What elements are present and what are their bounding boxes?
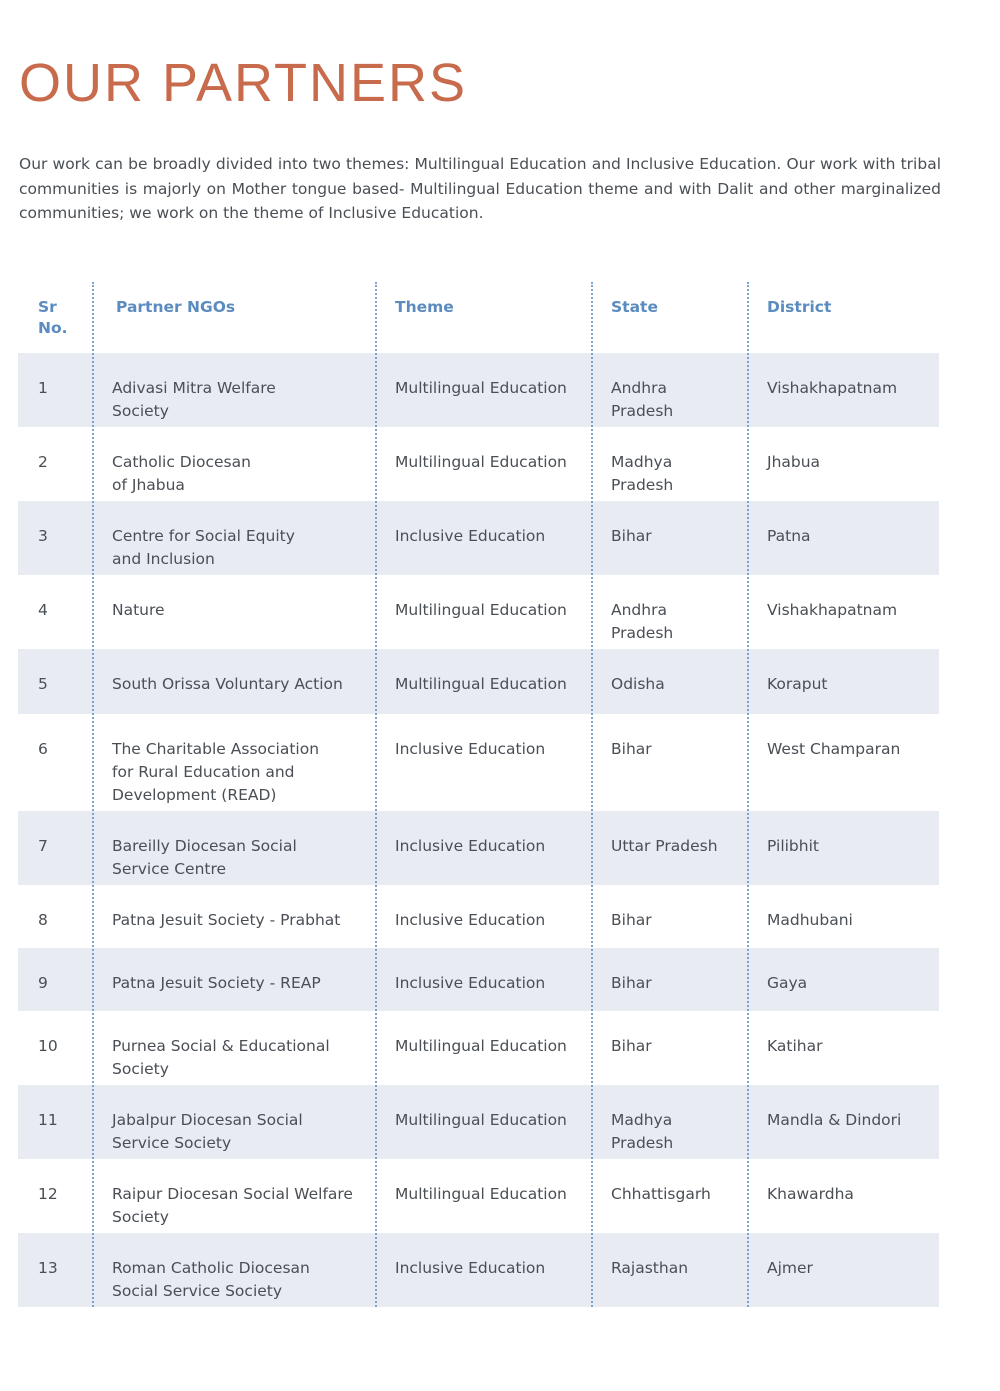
theme-cell: Multilingual Education: [395, 601, 567, 619]
district-cell: Khawardha: [767, 1185, 854, 1203]
table-row: [18, 811, 939, 885]
table-row: [18, 885, 939, 948]
table-row: [18, 501, 939, 575]
theme-cell: Inclusive Education: [395, 740, 546, 758]
table-row: [18, 948, 939, 1011]
state-cell: Andhra Pradesh: [611, 379, 674, 420]
district-cell: Gaya: [767, 974, 808, 992]
partner-ngo-cell: The Charitable Association for Rural Education and Development (READ): [112, 740, 320, 804]
sr-no-cell: 10: [38, 1037, 58, 1055]
header-theme: Theme: [395, 298, 454, 316]
partner-ngo-cell: Purnea Social & Educational Society: [112, 1037, 330, 1078]
state-cell: Madhya Pradesh: [611, 453, 674, 494]
table-row: [18, 1011, 939, 1085]
district-cell: Mandla & Dindori: [767, 1111, 902, 1129]
partner-ngo-cell: Raipur Diocesan Social Welfare Society: [112, 1185, 353, 1226]
sr-no-cell: 6: [38, 740, 48, 758]
state-cell: Madhya Pradesh: [611, 1111, 674, 1152]
partners-table: [18, 282, 939, 1307]
district-cell: Madhubani: [767, 911, 853, 929]
sr-no-cell: 13: [38, 1259, 58, 1277]
theme-cell: Multilingual Education: [395, 453, 567, 471]
column-separator: [92, 282, 94, 1307]
state-cell: Andhra Pradesh: [611, 601, 674, 642]
partner-ngo-cell: Jabalpur Diocesan Social Service Society: [112, 1111, 303, 1152]
partner-ngo-cell: Nature: [112, 601, 165, 619]
theme-cell: Inclusive Education: [395, 974, 546, 992]
theme-cell: Inclusive Education: [395, 911, 546, 929]
sr-no-cell: 7: [38, 837, 48, 855]
sr-no-cell: 8: [38, 911, 48, 929]
sr-no-cell: 5: [38, 675, 48, 693]
table-row: [18, 649, 939, 714]
state-cell: Bihar: [611, 527, 652, 545]
partner-ngo-cell: Bareilly Diocesan Social Service Centre: [112, 837, 297, 878]
partner-ngo-cell: Patna Jesuit Society - REAP: [112, 974, 321, 992]
table-row: [18, 1159, 939, 1233]
district-cell: Pilibhit: [767, 837, 819, 855]
partner-ngo-cell: Adivasi Mitra Welfare Society: [112, 379, 276, 420]
theme-cell: Multilingual Education: [395, 675, 567, 693]
district-cell: Patna: [767, 527, 811, 545]
district-cell: Jhabua: [767, 453, 821, 471]
table-row: [18, 427, 939, 501]
sr-no-cell: 1: [38, 379, 48, 397]
state-cell: Bihar: [611, 1037, 652, 1055]
theme-cell: Inclusive Education: [395, 527, 546, 545]
theme-cell: Inclusive Education: [395, 837, 546, 855]
sr-no-cell: 9: [38, 974, 48, 992]
page-title: OUR PARTNERS: [19, 53, 468, 113]
theme-cell: Multilingual Education: [395, 1185, 567, 1203]
partner-ngo-cell: Roman Catholic Diocesan Social Service Society: [112, 1259, 310, 1300]
district-cell: Ajmer: [767, 1259, 813, 1277]
partner-ngo-cell: Catholic Diocesan of Jhabua: [112, 453, 251, 494]
sr-no-cell: 12: [38, 1185, 58, 1203]
table-row: [18, 1233, 939, 1307]
state-cell: Bihar: [611, 974, 652, 992]
header-district: District: [767, 298, 832, 316]
theme-cell: Inclusive Education: [395, 1259, 546, 1277]
state-cell: Chhattisgarh: [611, 1185, 711, 1203]
sr-no-cell: 2: [38, 453, 48, 471]
state-cell: Odisha: [611, 675, 665, 693]
table-row: [18, 714, 939, 811]
theme-cell: Multilingual Education: [395, 1111, 567, 1129]
state-cell: Bihar: [611, 911, 652, 929]
header-sr-no: Sr No.: [38, 298, 68, 337]
state-cell: Bihar: [611, 740, 652, 758]
sr-no-cell: 3: [38, 527, 48, 545]
sr-no-cell: 11: [38, 1111, 58, 1129]
header-state: State: [611, 298, 658, 316]
column-separator: [747, 282, 749, 1307]
table-body: [18, 353, 939, 1307]
district-cell: West Champaran: [767, 740, 901, 758]
partner-ngo-cell: South Orissa Voluntary Action: [112, 675, 343, 693]
sr-no-cell: 4: [38, 601, 48, 619]
column-separator: [591, 282, 593, 1307]
column-separator: [375, 282, 377, 1307]
intro-paragraph: Our work can be broadly divided into two themes: Multilingual Education and Inclusive Education. Our work with tribal communities is majorly on Mother tongue based- Multilingual Education theme and with Dalit and other marginalized communities; we work on the theme of Inclusive Education.: [19, 155, 941, 222]
header-partner-ngos: Partner NGOs: [116, 298, 236, 316]
table-row: [18, 353, 939, 427]
partner-ngo-cell: Centre for Social Equity and Inclusion: [112, 527, 295, 568]
partner-ngo-cell: Patna Jesuit Society - Prabhat: [112, 911, 341, 929]
district-cell: Katihar: [767, 1037, 823, 1055]
table-row: [18, 1085, 939, 1159]
theme-cell: Multilingual Education: [395, 1037, 567, 1055]
district-cell: Koraput: [767, 675, 828, 693]
theme-cell: Multilingual Education: [395, 379, 567, 397]
state-cell: Rajasthan: [611, 1259, 689, 1277]
table-header-row: [18, 282, 939, 353]
district-cell: Vishakhapatnam: [767, 379, 898, 397]
state-cell: Uttar Pradesh: [611, 837, 718, 855]
district-cell: Vishakhapatnam: [767, 601, 898, 619]
table-row: [18, 575, 939, 649]
